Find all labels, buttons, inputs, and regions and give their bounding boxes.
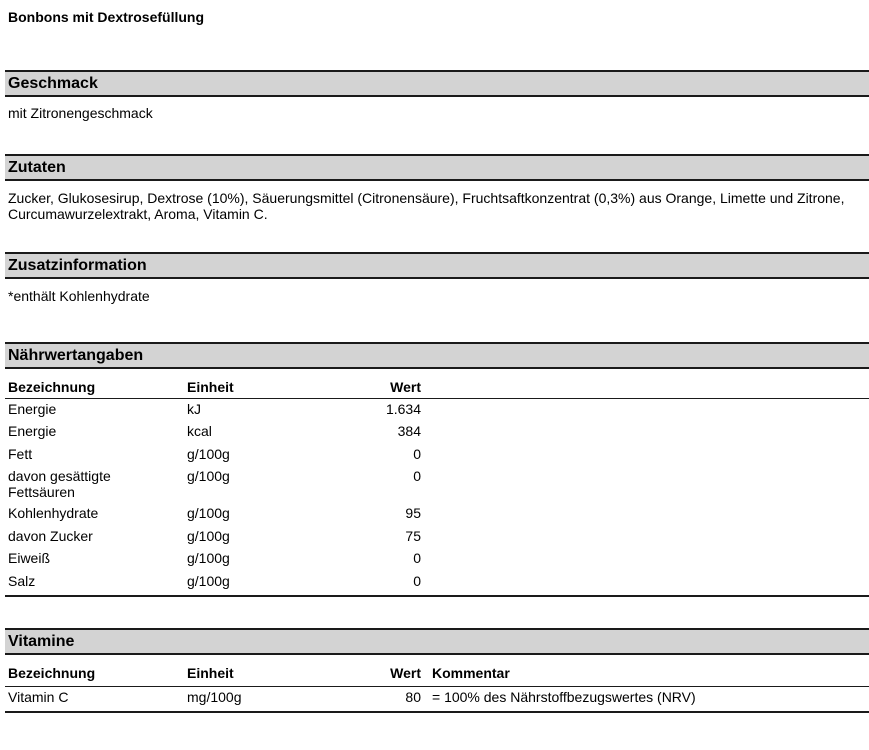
column-header-unit: Einheit	[187, 665, 234, 681]
section-header-zusatzinformation: Zusatzinformation	[5, 252, 869, 279]
section-text-zutaten: Zucker, Glukosesirup, Dextrose (10%), Säuerungsmittel (Citronensäure), Fruchtsaftkonzentrat (0,3%) aus Orange, Limette und Zitrone, Curcumawurzelextrakt, Aroma, Vitamin C.	[8, 190, 845, 222]
row-value: 80	[405, 689, 421, 705]
row-name: Eiweiß	[8, 550, 51, 566]
column-header-value: Wert	[390, 379, 421, 395]
section-header-geschmack: Geschmack	[5, 70, 869, 97]
row-unit: mg/100g	[187, 689, 242, 705]
row-value: 0	[413, 573, 421, 589]
row-value: 0	[413, 468, 421, 484]
table-row	[5, 444, 869, 466]
table-row	[5, 548, 869, 571]
table-row	[5, 687, 869, 711]
row-unit: g/100g	[187, 446, 230, 462]
section-text-geschmack: mit Zitronengeschmack	[8, 105, 153, 121]
row-value: 0	[413, 446, 421, 462]
row-name: davon gesättigte Fettsäuren	[8, 468, 111, 500]
nutrition-table	[5, 374, 869, 597]
nutrition-table-header	[5, 374, 869, 399]
row-name: Kohlenhydrate	[8, 505, 99, 521]
column-header-name: Bezeichnung	[8, 379, 96, 395]
row-unit: g/100g	[187, 550, 230, 566]
row-value: 95	[405, 505, 421, 521]
row-unit: kJ	[187, 401, 201, 417]
row-unit: g/100g	[187, 528, 230, 544]
page-title: Bonbons mit Dextrosefüllung	[8, 9, 204, 25]
row-name: Energie	[8, 423, 57, 439]
table-row	[5, 526, 869, 548]
row-unit: kcal	[187, 423, 212, 439]
row-unit: g/100g	[187, 468, 230, 484]
column-header-name: Bezeichnung	[8, 665, 96, 681]
section-header-naehrwertangaben: Nährwertangaben	[5, 342, 869, 369]
row-name: Energie	[8, 401, 57, 417]
row-unit: g/100g	[187, 505, 230, 521]
table-row	[5, 399, 869, 421]
row-value: 75	[405, 528, 421, 544]
row-name: Vitamin C	[8, 689, 69, 705]
table-row	[5, 503, 869, 526]
table-row	[5, 421, 869, 444]
row-value: 384	[397, 423, 421, 439]
section-text-zusatzinformation: *enthält Kohlenhydrate	[8, 288, 150, 304]
table-row	[5, 571, 869, 595]
section-header-vitamine: Vitamine	[5, 628, 869, 655]
row-name: davon Zucker	[8, 528, 93, 544]
vitamin-table	[5, 660, 869, 713]
row-value: 0	[413, 550, 421, 566]
section-header-zutaten: Zutaten	[5, 154, 869, 181]
row-name: Fett	[8, 446, 33, 462]
column-header-comment: Kommentar	[432, 665, 510, 681]
row-value: 1.634	[385, 401, 421, 417]
row-unit: g/100g	[187, 573, 230, 589]
vitamin-table-header	[5, 660, 869, 687]
column-header-value: Wert	[390, 665, 421, 681]
row-name: Salz	[8, 573, 36, 589]
table-row	[5, 466, 869, 503]
column-header-unit: Einheit	[187, 379, 234, 395]
row-comment: = 100% des Nährstoffbezugswertes (NRV)	[432, 689, 696, 705]
